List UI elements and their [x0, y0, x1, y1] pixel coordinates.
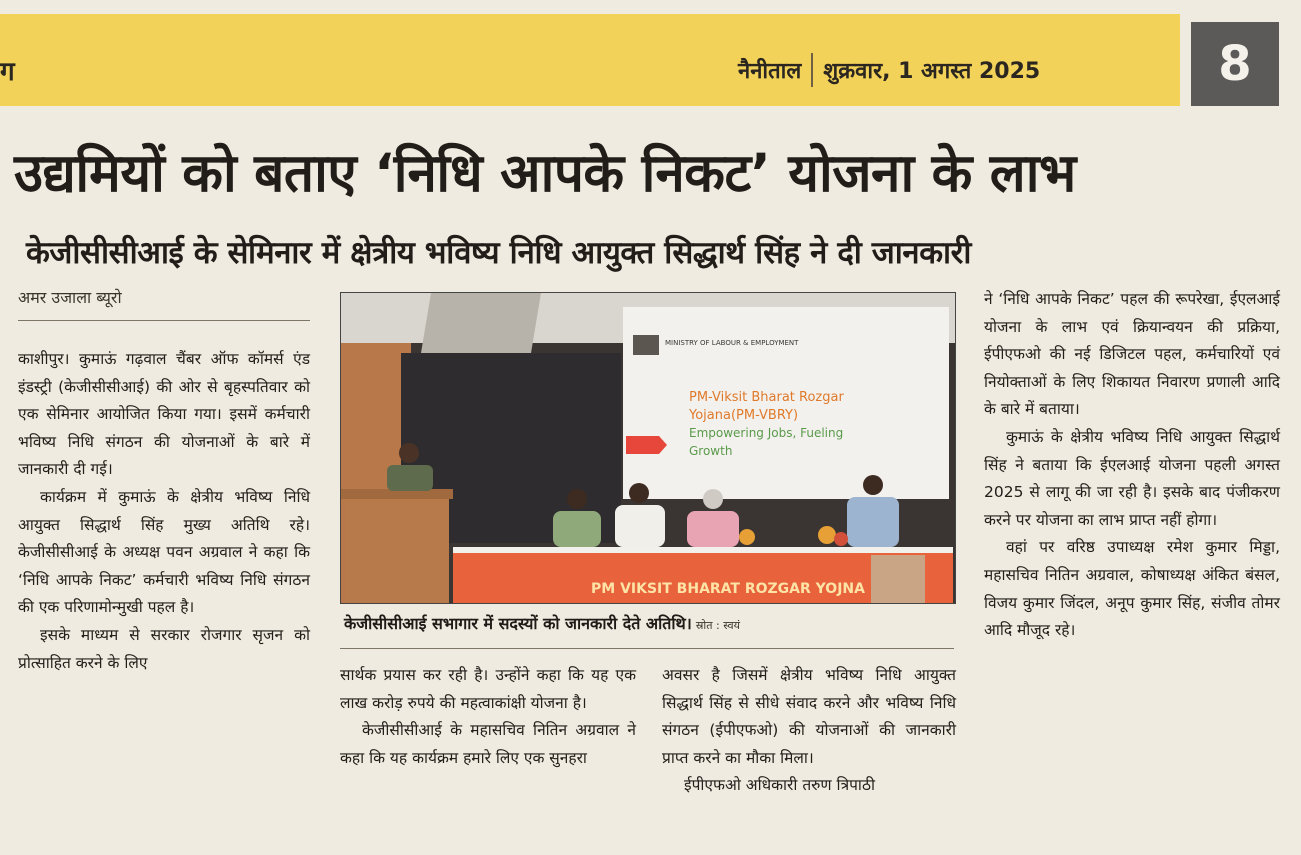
paragraph: अवसर है जिसमें क्षेत्रीय भविष्य निधि आयुक्त सिद्धार्थ सिंह से सीधे संवाद करने और भविष्य निधि संगठन (ईपीएफओ) की योजनाओं की जानकारी प्राप्त करने का मौका मिला। — [662, 666, 956, 767]
subheadline: केजीसीसीआई के सेमिनार में क्षेत्रीय भविष्य निधि आयुक्त सिद्धार्थ सिंह ने दी जानकारी — [26, 235, 971, 271]
screen-title-line1: PM-Viksit Bharat Rozgar — [689, 390, 844, 405]
paragraph: सार्थक प्रयास कर रही है। उन्होंने कहा कि यह एक लाख करोड़ रुपये की महत्वाकांक्षी योजना है। — [340, 666, 636, 712]
header-city: नैनीताल — [738, 59, 802, 84]
column-1 — [18, 346, 310, 677]
screen-tagline-line2: Growth — [689, 444, 733, 458]
screen-tagline-line1: Empowering Jobs, Fueling — [689, 426, 844, 440]
paragraph: ईपीएफओ अधिकारी तरुण त्रिपाठी — [684, 776, 875, 795]
header-dateline — [738, 50, 1040, 90]
screen-title-line2: Yojana(PM-VBRY) — [689, 408, 799, 423]
page-number: 8 — [1191, 22, 1279, 106]
banner-text: PM VIKSIT BHARAT ROZGAR YOJNA — [591, 581, 865, 597]
photo-caption — [344, 612, 956, 634]
paragraph: केजीसीसीआई के महासचिव नितिन अग्रवाल ने कहा कि यह कार्यक्रम हमारे लिए एक सुनहरा — [340, 721, 636, 767]
column-4 — [984, 286, 1280, 645]
byline: अमर उजाला ब्यूरो — [18, 288, 122, 307]
header-left-fragment: ग — [0, 57, 15, 87]
header-date: शुक्रवार, 1 अगस्त 2025 — [823, 59, 1041, 84]
paragraph: इसके माध्यम से सरकार रोजगार सृजन को प्रोत्साहित करने के लिए — [18, 625, 310, 672]
caption-text: केजीसीसीआई सभागार में सदस्यों को जानकारी देते अतिथि। — [344, 614, 692, 633]
column-3 — [662, 662, 956, 800]
headline: उद्यमियों को बताए ‘निधि आपके निकट’ योजना के लाभ — [14, 143, 1076, 204]
column-2 — [340, 662, 636, 772]
byline-divider — [18, 320, 310, 321]
paragraph: काशीपुर। कुमाऊं गढ़वाल चैंबर ऑफ कॉमर्स एंड इंडस्ट्री (केजीसीसीआई) की ओर से बृहस्पतिवार को एक सेमिनार आयोजित किया गया। इसमें कर्मचारी भविष्य निधि संगठन की योजनाओं के बारे में जानकारी दी गई। — [18, 350, 310, 479]
paragraph: ने ‘निधि आपके निकट’ पहल की रूपरेखा, ईएलआई योजना के लाभ एवं क्रियान्वयन की प्रक्रिया, ईपीएफओ की नई डिजिटल पहल, कर्मचारियों एवं नियोक्ताओं के लिए शिकायत निवारण प्रणाली आदि के बारे में बताया। — [984, 290, 1280, 419]
screen-ministry-text: MINISTRY OF LABOUR & EMPLOYMENT — [665, 339, 799, 347]
caption-divider — [340, 648, 954, 649]
paragraph: कुमाऊं के क्षेत्रीय भविष्य निधि आयुक्त सिद्धार्थ सिंह ने बताया कि ईएलआई योजना पहली अगस्त 2025 से लागू की जा रही है। इसके बाद पंजीकरण करने पर योजना का लाभ प्राप्त नहीं होगा। — [984, 427, 1280, 529]
article-photo — [340, 292, 956, 604]
caption-source: स्रोत : स्वयं — [695, 619, 740, 632]
paragraph: कार्यक्रम में कुमाऊं के क्षेत्रीय भविष्य निधि आयुक्त सिद्धार्थ सिंह मुख्य अतिथि रहे। केजीसीसीआई के अध्यक्ष पवन अग्रवाल ने कहा कि ‘निधि आपके निकट’ कर्मचारी भविष्य निधि संगठन की एक परिणामोन्मुखी पहल है। — [18, 487, 310, 617]
seminar-photo-illustration — [341, 293, 955, 603]
header-divider — [811, 53, 813, 87]
paragraph: वहां पर वरिष्ठ उपाध्यक्ष रमेश कुमार मिड्डा, महासचिव नितिन अग्रवाल, कोषाध्यक्ष अंकित बंसल, विजय कुमार जिंदल, अनूप कुमार सिंह, संजीव तोमर आदि मौजूद रहे। — [984, 538, 1280, 640]
